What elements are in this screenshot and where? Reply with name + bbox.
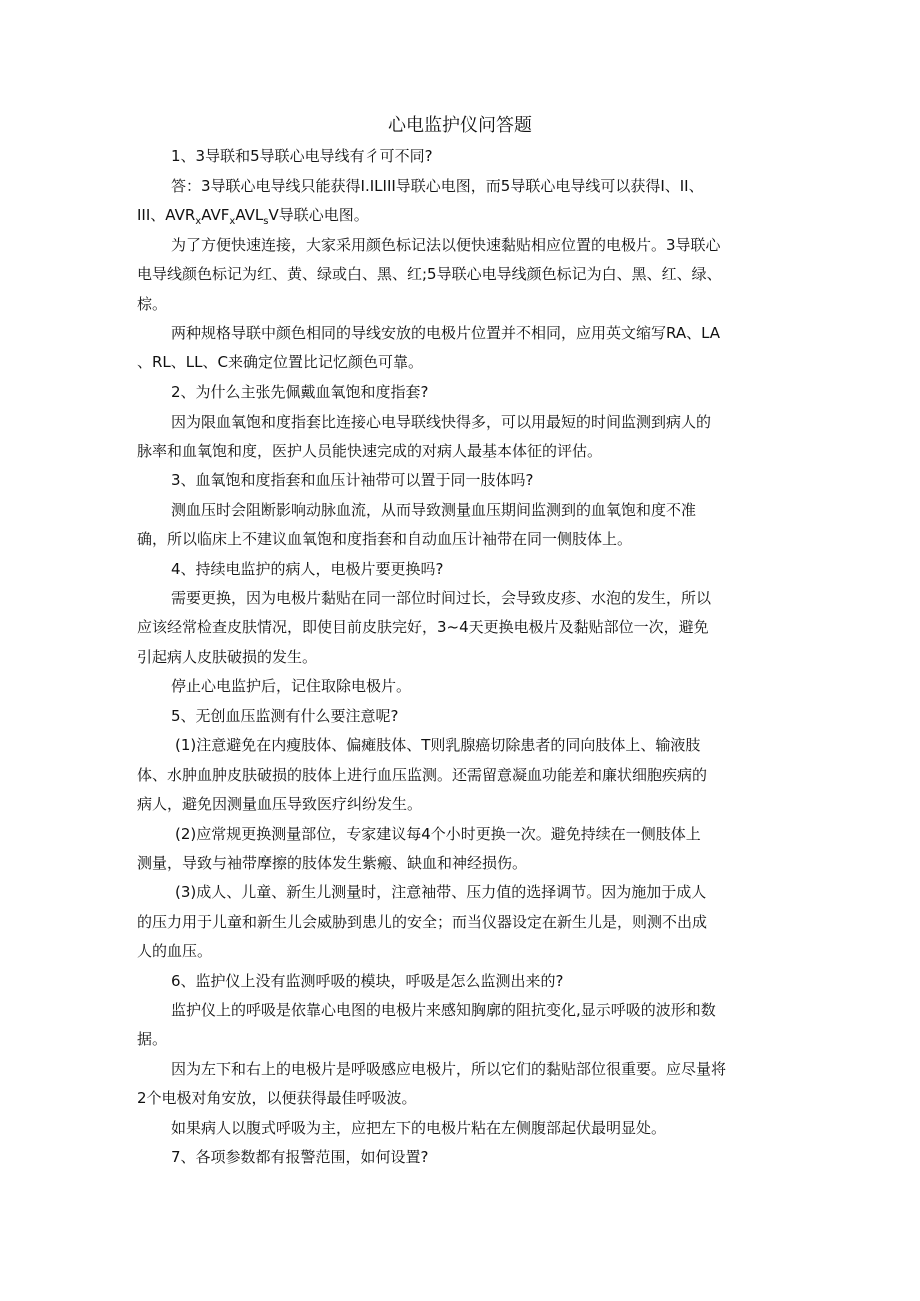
list-item-3-line: (3)成人、儿童、新生儿测量时，注意袖带、压力值的选择调节。因为施加于成人: [175, 883, 707, 901]
list-item-1-line: (1)注意避免在内瘦肢体、偏瘫肢体、T则乳腺癌切除患者的同向肢体上、输液肢: [175, 736, 701, 754]
question-3: 3、血氧饱和度指套和血压计袖带可以置于同一肢体吗?: [171, 471, 534, 489]
paragraph-line: 体、水肿血肿皮肤破损的肢体上进行血压监测。还需留意凝血功能差和廉状细胞疾病的: [137, 766, 708, 784]
question-5: 5、无创血压监测有什么要注意呢?: [171, 707, 399, 725]
paragraph-line: 2个电极对角安放，以便获得最佳呼吸波。: [137, 1089, 417, 1107]
answer-1-line-leads: III、$AVR_xAVF_xAVL_sV$导联心电图。: [137, 206, 369, 227]
paragraph-line: 需要更换，因为电极片黏贴在同一部位时间过长，会导致皮疹、水泡的发生，所以: [171, 589, 712, 607]
paragraph-line: 测血压时会阻断影响动脉血流，从而导致测量血压期间监测到的血氧饱和度不准: [171, 501, 697, 519]
paragraph-line: 确，所以临床上不建议血氧饱和度指套和自动血压计袖带在同一侧肢体上。: [137, 530, 633, 548]
paragraph-line: 停止心电监护后，记住取除电极片。: [171, 677, 412, 695]
paragraph-line: 测量，导致与袖带摩擦的肢体发生紫瘢、缺血和神经损伤。: [137, 854, 528, 872]
paragraph-line: 如果病人以腹式呼吸为主，应把左下的电极片粘在左侧腹部起伏最明显处。: [171, 1119, 667, 1137]
paragraph-line: 、RL、LL、C来确定位置比记忆颜色可靠。: [137, 353, 423, 371]
paragraph-line: 人的血压。: [137, 942, 213, 960]
paragraph-line: 引起病人皮肤破损的发生。: [137, 648, 318, 666]
question-6: 6、监护仪上没有监测呼吸的模块，呼吸是怎么监测出来的?: [171, 972, 564, 990]
question-7: 7、各项参数都有报警范围，如何设置?: [171, 1148, 429, 1166]
paragraph-line: 的压力用于儿童和新生儿会威胁到患儿的安全；而当仪器设定在新生儿是，则测不出成: [137, 913, 708, 931]
question-4: 4、持续电监护的病人，电极片要更换吗?: [171, 560, 444, 578]
paragraph-line: 因为限血氧饱和度指套比连接心电导联线快得多，可以用最短的时间监测到病人的: [171, 413, 712, 431]
paragraph-line: 病人，避免因测量血压导致医疗纠纷发生。: [137, 795, 423, 813]
list-item-2-line: (2)应常规更换测量部位，专家建议每4个小时更换一次。避免持续在一侧肢体上: [175, 825, 701, 843]
question-1: 1、3导联和5导联心电导线有彳可不同?: [171, 147, 433, 165]
paragraph-line: 应该经常检查皮肤情况，即使目前皮肤完好，3~4天更换电极片及黏贴部位一次，避免: [137, 618, 709, 636]
paragraph-line: 电导线颜色标记为红、黄、绿或白、黑、红;5导联心电导线颜色标记为白、黑、红、绿、: [137, 265, 722, 283]
paragraph-line: 为了方便快速连接，大家采用颜色标记法以便快速黏贴相应位置的电极片。3导联心: [171, 236, 721, 254]
answer-1-line: 答：3导联心电导线只能获得I.ILIII导联心电图，而5导联心电导线可以获得I、II、: [171, 177, 704, 195]
question-2: 2、为什么主张先佩戴血氧饱和度指套?: [171, 383, 429, 401]
paragraph-line: 因为左下和右上的电极片是呼吸感应电极片，所以它们的黏贴部位很重要。应尽量将: [171, 1060, 727, 1078]
paragraph-line: 两种规格导联中颜色相同的导线安放的电极片位置并不相同，应用英文缩写RA、LA: [171, 324, 721, 342]
paragraph-line: 脉率和血氧饱和度，医护人员能快速完成的对病人最基本体征的评估。: [137, 442, 603, 460]
paragraph-line: 据。: [137, 1030, 168, 1048]
paragraph-line: 棕。: [137, 295, 168, 313]
document-title: 心电监护仪问答题: [388, 115, 532, 136]
paragraph-line: 监护仪上的呼吸是依靠心电图的电极片来感知胸廓的阻抗变化,显示呼吸的波形和数: [171, 1001, 716, 1019]
